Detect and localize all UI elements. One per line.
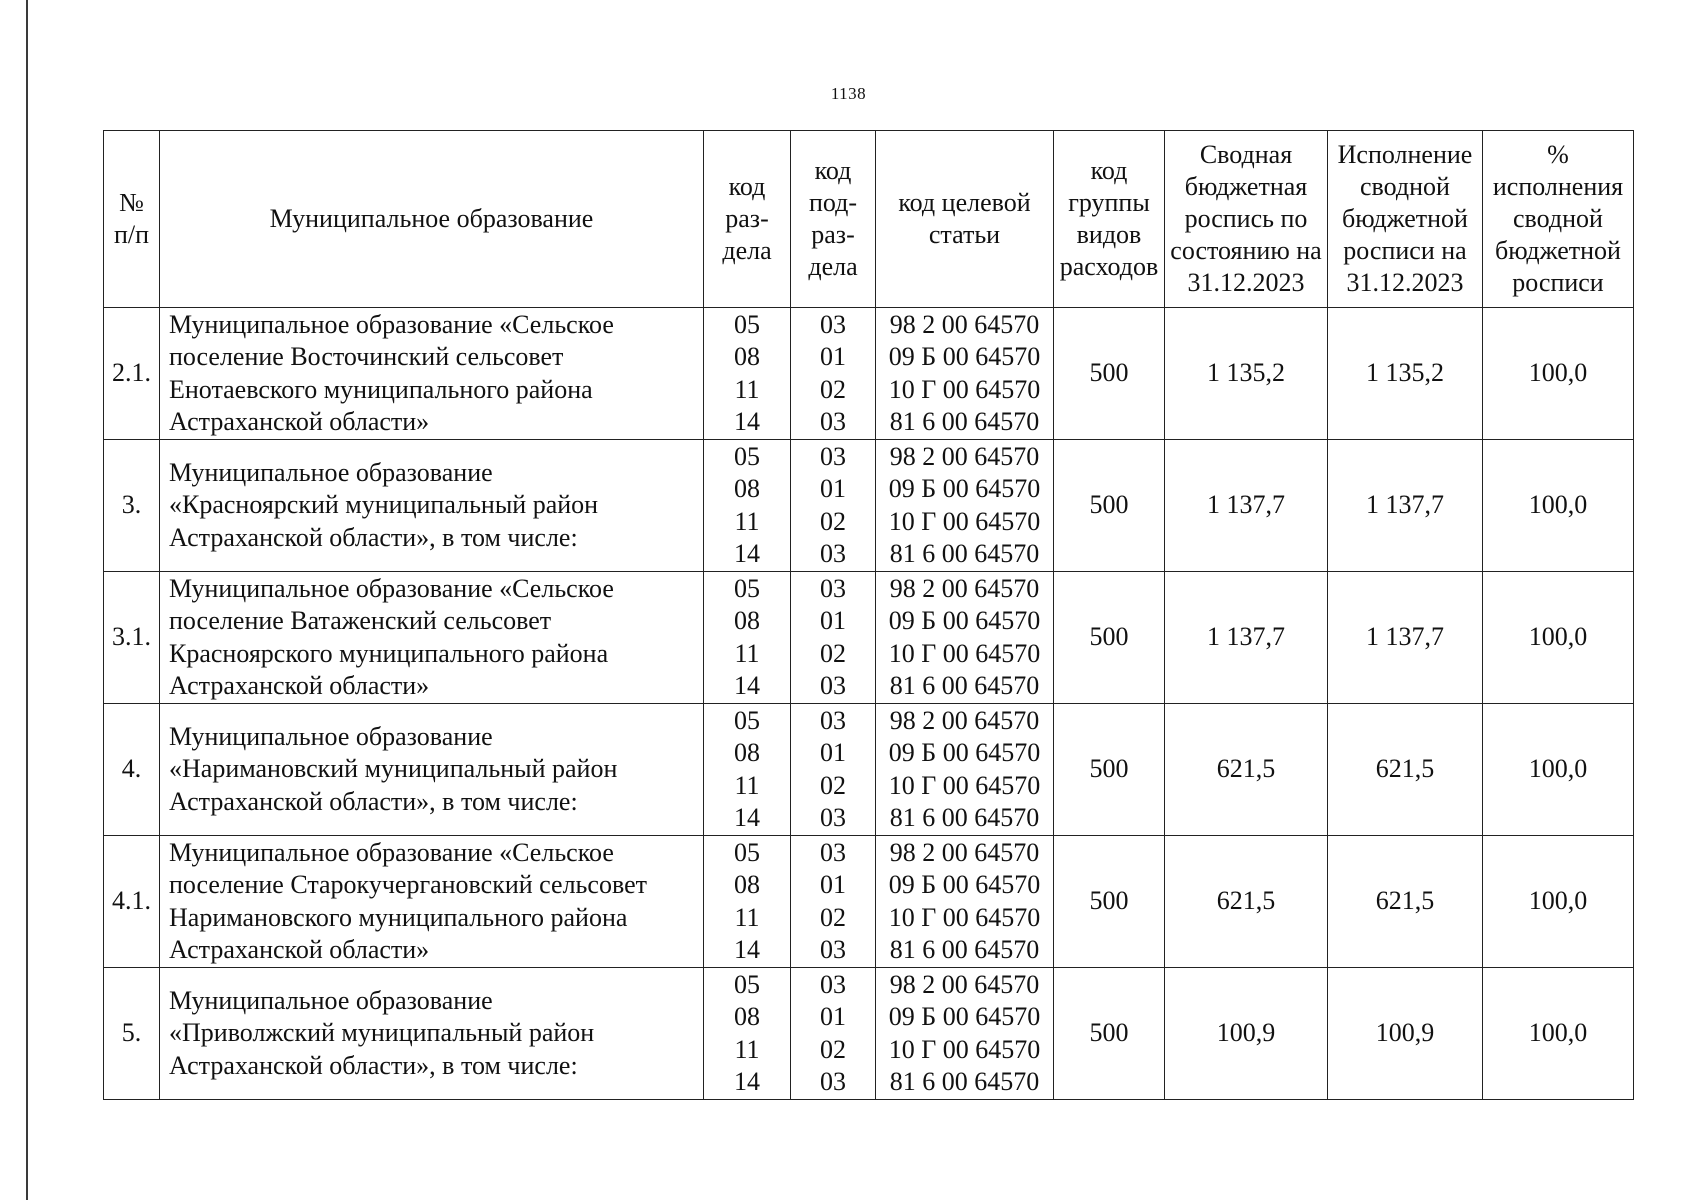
municipality-name-line: поселение Ватаженский сельсовет (169, 606, 552, 635)
target-codes-line: 81 6 00 64570 (889, 407, 1040, 436)
target-codes-line: 98 2 00 64570 (889, 705, 1040, 735)
subsection-codes (791, 440, 876, 572)
municipality-name (160, 704, 704, 836)
target-codes-line: 10 Г 00 64570 (888, 1034, 1041, 1064)
section-codes (704, 704, 791, 836)
subsection-codes (791, 968, 876, 1100)
subsection-codes-line: 03 (820, 969, 846, 999)
consolidated-budget-value: 100,9 (1165, 968, 1328, 1100)
subsection-codes-line: 02 (820, 902, 846, 932)
header-percent-execution: % исполнения сводной бюджетной росписи (1483, 131, 1634, 308)
row-number: 3. (104, 440, 160, 572)
consolidated-budget-value: 621,5 (1165, 704, 1328, 836)
header-municipality: Муниципальное образование (160, 131, 704, 308)
subsection-codes (791, 572, 876, 704)
municipality-name-line: Муниципальное образование «Сельское (169, 309, 614, 339)
subsection-codes-line: 03 (820, 539, 846, 568)
target-codes-line: 09 Б 00 64570 (888, 1002, 1041, 1031)
municipality-name-line: Астраханской области» (169, 935, 430, 964)
section-codes-line: 05 (734, 969, 760, 999)
target-codes (876, 704, 1054, 836)
subsection-codes-line: 03 (820, 407, 846, 436)
section-codes-line: 08 (734, 606, 760, 635)
execution-value: 1 137,7 (1328, 572, 1483, 704)
section-codes-line: 08 (734, 738, 760, 767)
target-codes-line: 10 Г 00 64570 (888, 638, 1041, 668)
percent-execution-value: 100,0 (1483, 440, 1634, 572)
subsection-codes-line: 01 (820, 606, 846, 635)
section-codes-line: 14 (734, 803, 760, 832)
table-row (104, 572, 1634, 704)
section-codes (704, 968, 791, 1100)
municipality-name-line: «Приволжский муниципальный район (169, 1018, 595, 1048)
expense-group-code: 500 (1054, 968, 1165, 1100)
section-codes-line: 05 (734, 705, 760, 735)
municipality-name-line: Муниципальное образование «Сельское (169, 573, 614, 603)
row-number: 2.1. (104, 308, 160, 440)
municipality-name-line: Муниципальное образование (169, 721, 493, 751)
subsection-codes-line: 03 (820, 803, 846, 832)
subsection-codes-line: 02 (820, 1034, 846, 1064)
subsection-codes-line: 03 (820, 705, 846, 735)
subsection-codes-line: 01 (820, 1002, 846, 1031)
municipality-name (160, 308, 704, 440)
target-codes (876, 968, 1054, 1100)
expense-group-code: 500 (1054, 572, 1165, 704)
subsection-codes-line: 03 (820, 935, 846, 964)
target-codes (876, 836, 1054, 968)
row-number: 3.1. (104, 572, 160, 704)
section-codes-line: 05 (734, 573, 760, 603)
execution-value: 1 135,2 (1328, 308, 1483, 440)
target-codes-line: 10 Г 00 64570 (888, 902, 1041, 932)
percent-execution-value: 100,0 (1483, 572, 1634, 704)
subsection-codes-line: 03 (820, 309, 846, 339)
section-codes-line: 14 (734, 671, 760, 700)
municipality-name-line: Астраханской области», в том числе: (169, 522, 578, 552)
section-codes-line: 11 (734, 770, 760, 800)
section-codes (704, 440, 791, 572)
municipality-name-line: «Наримановский муниципальный район (169, 754, 618, 784)
section-codes (704, 572, 791, 704)
municipality-name-line: Енотаевского муниципального района (169, 374, 593, 404)
subsection-codes-line: 02 (820, 506, 846, 536)
target-codes-line: 98 2 00 64570 (889, 573, 1040, 603)
municipality-name-line: поселение Восточинский сельсовет (169, 342, 564, 371)
header-num: № п/п (104, 131, 160, 308)
table-body (104, 308, 1634, 1100)
section-codes-line: 14 (734, 935, 760, 964)
target-codes-line: 81 6 00 64570 (889, 1067, 1040, 1096)
subsection-codes (791, 836, 876, 968)
subsection-codes-line: 03 (820, 671, 846, 700)
table-row (104, 968, 1634, 1100)
expense-group-code: 500 (1054, 704, 1165, 836)
row-number: 4. (104, 704, 160, 836)
subsection-codes-line: 01 (820, 870, 846, 899)
section-codes-line: 11 (734, 506, 760, 536)
subsection-codes-line: 03 (820, 573, 846, 603)
execution-value: 621,5 (1328, 704, 1483, 836)
consolidated-budget-value: 1 135,2 (1165, 308, 1328, 440)
section-codes-line: 08 (734, 474, 760, 503)
target-codes-line: 81 6 00 64570 (889, 671, 1040, 700)
table-header-row (104, 131, 1634, 308)
header-target-code: код целевой статьи (876, 131, 1054, 308)
header-section-code: код раз- дела (704, 131, 791, 308)
target-codes-line: 09 Б 00 64570 (888, 738, 1041, 767)
table-row (104, 308, 1634, 440)
subsection-codes-line: 01 (820, 738, 846, 767)
row-number: 4.1. (104, 836, 160, 968)
header-subsection-code: код под- раз- дела (791, 131, 876, 308)
target-codes-line: 98 2 00 64570 (889, 969, 1040, 999)
target-codes-line: 81 6 00 64570 (889, 803, 1040, 832)
municipality-name (160, 968, 704, 1100)
expense-group-code: 500 (1054, 836, 1165, 968)
subsection-codes (791, 704, 876, 836)
subsection-codes-line: 03 (820, 1067, 846, 1096)
header-execution: Исполнение сводной бюджетной росписи на 31.12.2023 (1328, 131, 1483, 308)
target-codes-line: 10 Г 00 64570 (888, 374, 1041, 404)
consolidated-budget-value: 1 137,7 (1165, 440, 1328, 572)
section-codes-line: 11 (734, 902, 760, 932)
section-codes-line: 14 (734, 407, 760, 436)
percent-execution-value: 100,0 (1483, 836, 1634, 968)
subsection-codes-line: 02 (820, 374, 846, 404)
target-codes-line: 98 2 00 64570 (889, 837, 1040, 867)
target-codes-line: 09 Б 00 64570 (888, 342, 1041, 371)
target-codes-line: 81 6 00 64570 (889, 539, 1040, 568)
target-codes-line: 10 Г 00 64570 (888, 770, 1041, 800)
municipality-name-line: поселение Старокучергановский сельсовет (169, 870, 647, 899)
target-codes-line: 98 2 00 64570 (889, 441, 1040, 471)
subsection-codes-line: 03 (820, 441, 846, 471)
municipality-name-line: Астраханской области», в том числе: (169, 786, 578, 816)
section-codes-line: 05 (734, 309, 760, 339)
municipality-name-line: Астраханской области» (169, 407, 430, 436)
target-codes-line: 81 6 00 64570 (889, 935, 1040, 964)
section-codes-line: 08 (734, 342, 760, 371)
header-expense-group-code: код группы видов расходов (1054, 131, 1165, 308)
percent-execution-value: 100,0 (1483, 704, 1634, 836)
section-codes-line: 05 (734, 837, 760, 867)
municipality-name-line: «Красноярский муниципальный район (169, 490, 599, 520)
municipality-name-line: Муниципальное образование (169, 985, 493, 1015)
subsection-codes (791, 308, 876, 440)
municipality-name (160, 572, 704, 704)
target-codes-line: 09 Б 00 64570 (888, 606, 1041, 635)
subsection-codes-line: 01 (820, 342, 846, 371)
target-codes (876, 440, 1054, 572)
subsection-codes-line: 02 (820, 770, 846, 800)
municipality-name-line: Муниципальное образование «Сельское (169, 837, 614, 867)
header-consolidated-budget: Сводная бюджетная роспись по состоянию на 31.12.2023 (1165, 131, 1328, 308)
target-codes (876, 572, 1054, 704)
percent-execution-value: 100,0 (1483, 308, 1634, 440)
execution-value: 621,5 (1328, 836, 1483, 968)
target-codes-line: 09 Б 00 64570 (888, 870, 1041, 899)
table-row (104, 836, 1634, 968)
municipality-name-line: Астраханской области» (169, 671, 430, 700)
row-number: 5. (104, 968, 160, 1100)
section-codes-line: 05 (734, 441, 760, 471)
subsection-codes-line: 02 (820, 638, 846, 668)
target-codes-line: 98 2 00 64570 (889, 309, 1040, 339)
municipality-name-line: Муниципальное образование (169, 457, 493, 487)
subsection-codes-line: 01 (820, 474, 846, 503)
budget-execution-table (103, 130, 1634, 1100)
expense-group-code: 500 (1054, 440, 1165, 572)
subsection-codes-line: 03 (820, 837, 846, 867)
section-codes-line: 11 (734, 1034, 760, 1064)
section-codes (704, 836, 791, 968)
municipality-name (160, 836, 704, 968)
municipality-name (160, 440, 704, 572)
consolidated-budget-value: 1 137,7 (1165, 572, 1328, 704)
execution-value: 100,9 (1328, 968, 1483, 1100)
section-codes-line: 14 (734, 1067, 760, 1096)
target-codes (876, 308, 1054, 440)
execution-value: 1 137,7 (1328, 440, 1483, 572)
section-codes-line: 11 (734, 638, 760, 668)
table-row (104, 440, 1634, 572)
expense-group-code: 500 (1054, 308, 1165, 440)
section-codes-line: 08 (734, 870, 760, 899)
binding-margin-line (26, 0, 28, 1200)
target-codes-line: 10 Г 00 64570 (888, 506, 1041, 536)
page-number: 1138 (830, 84, 867, 103)
target-codes-line: 09 Б 00 64570 (888, 474, 1041, 503)
municipality-name-line: Астраханской области», в том числе: (169, 1050, 578, 1080)
section-codes-line: 14 (734, 539, 760, 568)
section-codes-line: 11 (734, 374, 760, 404)
municipality-name-line: Наримановского муниципального района (169, 902, 628, 932)
consolidated-budget-value: 621,5 (1165, 836, 1328, 968)
percent-execution-value: 100,0 (1483, 968, 1634, 1100)
section-codes (704, 308, 791, 440)
table-row (104, 704, 1634, 836)
section-codes-line: 08 (734, 1002, 760, 1031)
municipality-name-line: Красноярского муниципального района (169, 638, 609, 668)
